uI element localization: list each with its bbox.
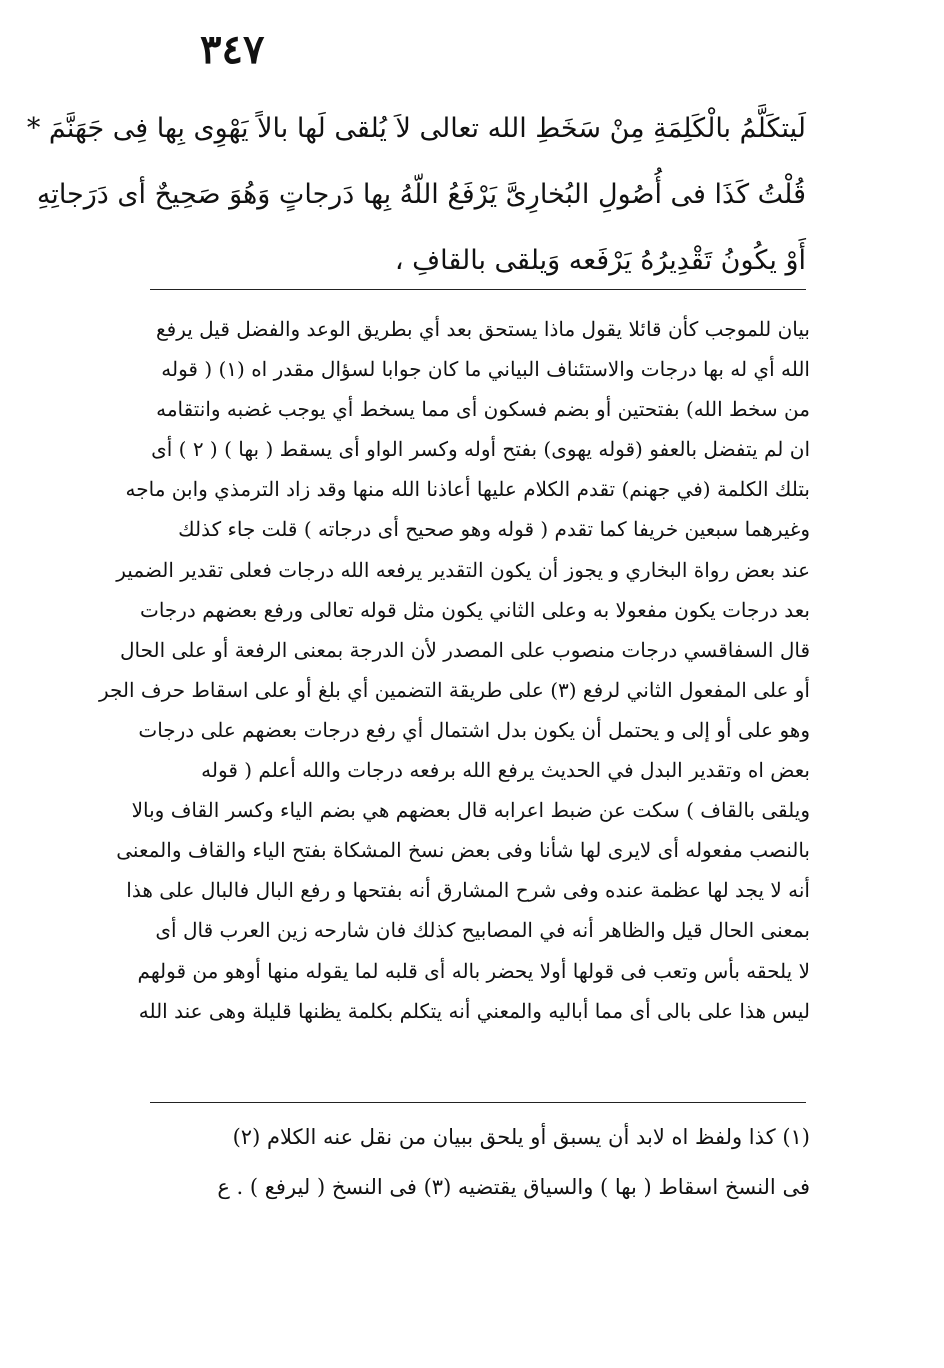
commentary-line: بعض اه وتقدير البدل في الحديث يرفع الله برفعه درجات والله أعلم ( قوله [201,758,810,783]
commentary-line: بالنصب مفعوله أى لايرى لها شأنا وفى بعض نسخ المشكاة بفتح الياء والقاف والمعنى [116,838,810,863]
commentary-line: أو على المفعول الثاني لرفع (٣) على طريقة التضمين أي بلغ أو على اسقاط حرف الجر [98,677,810,702]
commentary-line: عند بعض رواة البخاري و يجوز أن يكون التقدير يرفعه الله درجات فعلى تقدير الضمير [116,557,810,582]
commentary-line: بتلك الكلمة (في جهنم) تقدم الكلام عليها أعاذنا الله منها وقد زاد الترمذي وابن ماجه [125,477,810,502]
main-text-line: لَيتكَلَّمُ بالْكَلِمَةِ مِنْ سَخَطِ الله تعالى لاَ يُلقى لَها بالاً يَهْوِى بِها فِى جَهَنَّمَ * [26,113,806,144]
footnotes [150,1112,810,1212]
commentary-line: بمعنى الحال قيل والظاهر أنه في المصابيح كذلك فان شارحه زين العرب قال أى [155,918,810,943]
commentary-line: ان لم يتفضل بالعفو (قوله يهوى) بفتح أوله وكسر الواو أى يسقط ( بها ) ( ٢ ) أى [151,437,810,462]
commentary-line: وهو على أو إلى و يحتمل أن يكون بدل اشتمال أي رفع درجات بعضهم على درجات [138,717,810,742]
commentary-line: ويلقى بالقاف ) سكت عن ضبط اعرابه قال بعضهم هي بضم الياء وكسر القاف وبالا [131,798,810,823]
main-text-divider [150,289,806,290]
commentary-line: ليس هذا على بالى أى مما أباليه والمعني أنه يتكلم بكلمة يظنها قليلة وهى عند الله [138,998,810,1023]
commentary-line: من سخط الله) بفتحتين أو بضم فسكون أى مما يسخط أي يوجب غضبه وانتقامه [156,397,810,422]
commentary [98,309,810,1031]
commentary-line: لا يلحقه بأس وتعب فى قولها أولا يحضر باله أى قلبه لما يقوله منها أوهو من قولهم [137,958,810,983]
commentary-line: وغيرهما سبعين خريفا كما تقدم ( قوله وهو صحيح أى درجاته ) قلت جاء كذلك [178,517,810,542]
commentary-line: بعد درجات يكون مفعولا به وعلى الثاني يكون مثل قوله تعالى ورفع بعضهم درجات [139,597,810,622]
main-text-line: قُلْتُ كَذَا فى أُصُولِ البُخارِىَّ يَرْفَعُ اللّهُ بِها دَرجاتٍ وَهُوَ صَحِيحٌ أى دَرَجاتِهِ [36,179,806,210]
commentary-line: بيان للموجب كأن قائلا يقول ماذا يستحق بعد أي بطريق الوعد والفضل قيل يرفع [155,317,810,341]
commentary-line: قال السفاقسي درجات منصوب على المصدر لأن الدرجة بمعنى الرفعة أو على الحال [120,637,810,662]
footnote-line: فى النسخ اسقاط ( بها ) والسياق يقتضيه (٣) فى النسخ ( ليرفع ) . ع [217,1175,810,1199]
commentary-line: الله أي له بها درجات والاستئناف البياني ما كان جوابا لسؤال مقدر اه (١) ( قوله [161,357,810,382]
main-text [26,96,806,294]
footnote-divider [150,1102,806,1103]
main-text-line: أَوْ يكُونُ تَقْدِيرُهُ يَرْفَعه وَيلقى بالقافِ ، [394,245,806,276]
page-number: ٣٤٧ [200,26,265,73]
footnote-line: (١) كذا ولفظ اه لابد أن يسبق أو يلحق ببيان من نقل عنه الكلام (٢) [232,1125,810,1149]
commentary-line: أنه لا يجد لها عظمة عنده وفى شرح المشارق أنه بفتحها و رفع البال فالبال على هذا [126,878,810,903]
